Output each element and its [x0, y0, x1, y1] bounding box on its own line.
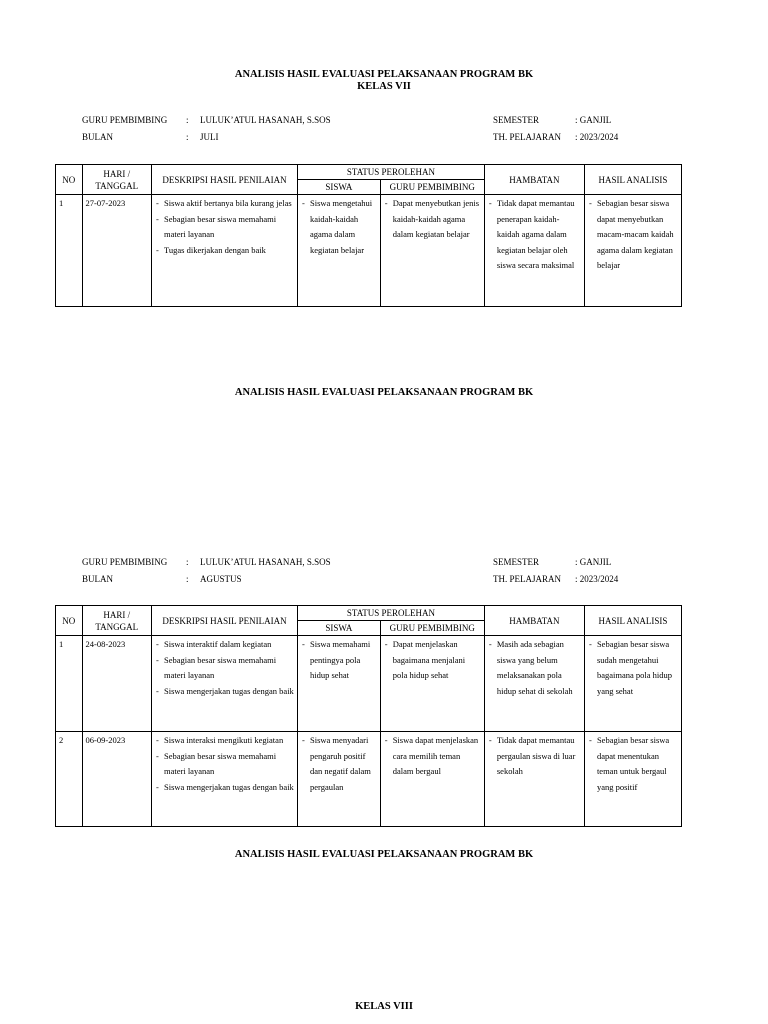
- header-tanggal: HARI / TANGGAL: [82, 606, 151, 636]
- hasil-list: [588, 196, 678, 274]
- hasil-item: - Sebagian besar siswa dapat menentukan teman untuk bergaul yang positif: [588, 733, 678, 795]
- header-siswa: SISWA: [298, 621, 381, 636]
- siswa-item: - Siswa memahami pentingya pola hidup sehat: [301, 637, 377, 684]
- tp-label: TH. PELAJARAN: [493, 132, 562, 142]
- section3-title: ANALISIS HASIL EVALUASI PELAKSANAAN PROGRAM BK: [234, 849, 534, 860]
- colon: :: [186, 557, 189, 567]
- cell-deskripsi: [151, 636, 297, 732]
- cell-siswa: [298, 732, 381, 827]
- cell-hambatan: [484, 636, 584, 732]
- header-siswa: SISWA: [298, 180, 381, 195]
- cell-siswa: [298, 195, 381, 307]
- hambatan-list: [488, 733, 581, 780]
- siswa-item: - Siswa mengetahui kaidah-kaidah agama dalam kegiatan belajar: [301, 196, 377, 258]
- section1-info-right: [493, 114, 618, 148]
- colon: :: [186, 115, 189, 125]
- deskripsi-item: - Siswa mengerjakan tugas dengan baik: [155, 780, 294, 796]
- deskripsi-item: - Sebagian besar siswa memahami materi layanan: [155, 212, 294, 243]
- section2-info-left: [82, 556, 331, 590]
- cell-hambatan: [484, 195, 584, 307]
- hasil-list: [588, 733, 678, 795]
- deskripsi-item: - Tugas dikerjakan dengan baik: [155, 243, 294, 259]
- deskripsi-item: - Siswa aktif bertanya bila kurang jelas: [155, 196, 294, 212]
- cell-hasil: [584, 636, 681, 732]
- hambatan-list: [488, 637, 581, 699]
- semester-label: SEMESTER: [493, 557, 540, 567]
- hasil-item: - Sebagian besar siswa dapat menyebutkan macam-macam kaidah agama dalam kegiatan belajar: [588, 196, 678, 274]
- section4-subtitle: KELAS VIII: [355, 1001, 413, 1012]
- section1-title: ANALISIS HASIL EVALUASI PELAKSANAAN PROGRAM BK: [234, 69, 534, 80]
- guru-value: LULUK’ATUL HASANAH, S.SOS: [200, 557, 331, 567]
- deskripsi-list: [155, 196, 294, 258]
- section1-table: [55, 164, 682, 307]
- siswa-item: - Siswa menyadari pengaruh positif dan negatif dalam pergaulan: [301, 733, 377, 795]
- cell-hambatan: [484, 732, 584, 827]
- header-guru: GURU PEMBIMBING: [380, 621, 484, 636]
- header-status: STATUS PEROLEHAN: [298, 165, 485, 180]
- colon: :: [186, 574, 189, 584]
- section1-info-left: [82, 114, 331, 148]
- cell-deskripsi: [151, 195, 297, 307]
- semester-label: SEMESTER: [493, 115, 540, 125]
- deskripsi-item: - Sebagian besar siswa memahami materi layanan: [155, 749, 294, 780]
- cell-hasil: [584, 732, 681, 827]
- cell-guru: [380, 636, 484, 732]
- header-hasil: HASIL ANALISIS: [584, 606, 681, 636]
- hambatan-item: - Tidak dapat memantau penerapan kaidah-kaidah agama dalam kegiatan belajar oleh siswa secara maksimal: [488, 196, 581, 274]
- cell-no: 1: [56, 636, 83, 732]
- deskripsi-list: [155, 637, 294, 699]
- section1-subtitle: KELAS VII: [357, 81, 411, 92]
- guru-list: [384, 733, 481, 780]
- header-no: NO: [56, 606, 83, 636]
- guru-label: GURU PEMBIMBING: [82, 115, 168, 125]
- header-status: STATUS PEROLEHAN: [298, 606, 485, 621]
- guru-item: - Siswa dapat menjelaskan cara memilih teman dalam bergaul: [384, 733, 481, 780]
- hasil-item: - Sebagian besar siswa sudah mengetahui bagaimana pola hidup yang sehat: [588, 637, 678, 699]
- header-deskripsi: DESKRIPSI HASIL PENILAIAN: [151, 606, 297, 636]
- bulan-value: JULI: [200, 132, 219, 142]
- bulan-label: BULAN: [82, 132, 113, 142]
- cell-guru: [380, 195, 484, 307]
- siswa-list: [301, 196, 377, 258]
- semester-value: : GANJIL: [575, 557, 612, 567]
- cell-tanggal: 06-09-2023: [82, 732, 151, 827]
- section2-info-right: [493, 556, 618, 590]
- deskripsi-list: [155, 733, 294, 795]
- table-row: [56, 195, 682, 307]
- header-hambatan: HAMBATAN: [484, 606, 584, 636]
- section2-table: [55, 605, 682, 827]
- guru-list: [384, 196, 481, 243]
- cell-siswa: [298, 636, 381, 732]
- hasil-list: [588, 637, 678, 699]
- bulan-label: BULAN: [82, 574, 113, 584]
- tp-label: TH. PELAJARAN: [493, 574, 562, 584]
- hambatan-item: - Tidak dapat memantau pergaulan siswa di luar sekolah: [488, 733, 581, 780]
- guru-item: - Dapat menyebutkan jenis kaidah-kaidah agama dalam kegiatan belajar: [384, 196, 481, 243]
- semester-value: : GANJIL: [575, 115, 612, 125]
- guru-item: - Dapat menjelaskan bagaimana menjalani pola hidup sehat: [384, 637, 481, 684]
- header-hasil: HASIL ANALISIS: [584, 165, 681, 195]
- deskripsi-item: - Siswa interaktif dalam kegiatan: [155, 637, 294, 653]
- tp-value: : 2023/2024: [575, 132, 619, 142]
- deskripsi-item: - Siswa interaksi mengikuti kegiatan: [155, 733, 294, 749]
- cell-tanggal: 24-08-2023: [82, 636, 151, 732]
- header-hambatan: HAMBATAN: [484, 165, 584, 195]
- deskripsi-item: - Sebagian besar siswa memahami materi layanan: [155, 653, 294, 684]
- bulan-value: AGUSTUS: [200, 574, 242, 584]
- cell-guru: [380, 732, 484, 827]
- siswa-list: [301, 637, 377, 684]
- tp-value: : 2023/2024: [575, 574, 619, 584]
- table-row: [56, 732, 682, 827]
- deskripsi-item: - Siswa mengerjakan tugas dengan baik: [155, 684, 294, 700]
- cell-no: 2: [56, 732, 83, 827]
- cell-hasil: [584, 195, 681, 307]
- cell-no: 1: [56, 195, 83, 307]
- siswa-list: [301, 733, 377, 795]
- guru-list: [384, 637, 481, 684]
- guru-label: GURU PEMBIMBING: [82, 557, 168, 567]
- section2-title: ANALISIS HASIL EVALUASI PELAKSANAAN PROGRAM BK: [234, 387, 534, 398]
- hambatan-item: - Masih ada sebagian siswa yang belum melaksanakan pola hidup sehat di sekolah: [488, 637, 581, 699]
- header-deskripsi: DESKRIPSI HASIL PENILAIAN: [151, 165, 297, 195]
- guru-value: LULUK’ATUL HASANAH, S.SOS: [200, 115, 331, 125]
- hambatan-list: [488, 196, 581, 274]
- header-tanggal: HARI / TANGGAL: [82, 165, 151, 195]
- table-row: [56, 636, 682, 732]
- cell-tanggal: 27-07-2023: [82, 195, 151, 307]
- header-guru: GURU PEMBIMBING: [380, 180, 484, 195]
- cell-deskripsi: [151, 732, 297, 827]
- header-no: NO: [56, 165, 83, 195]
- colon: :: [186, 132, 189, 142]
